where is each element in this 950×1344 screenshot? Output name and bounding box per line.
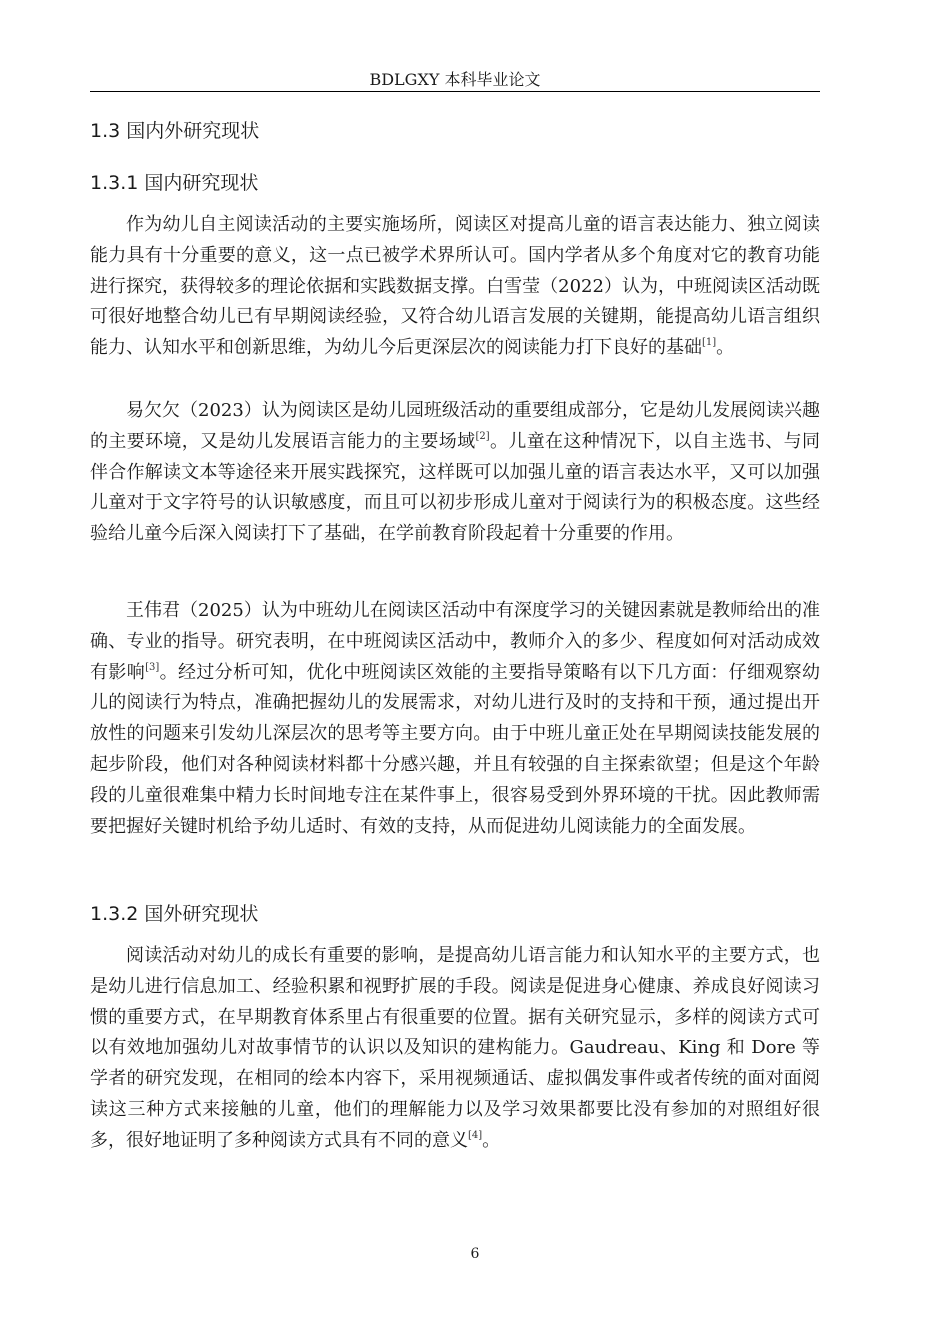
section-heading-1-3: 1.3 国内外研究现状	[90, 120, 260, 142]
citation-1: [1]	[702, 337, 717, 349]
paragraph-4-text: 阅读活动对幼儿的成长有重要的影响，是提高幼儿语言能力和认知水平的主要方式，也是幼儿进行信息加工、经验积累和视野扩展的手段。阅读是促进身心健康、养成良好阅读习惯的重要方式，在早期教育体系里占有很重要的位置。据有关研究显示，多样的阅读方式可以有效地加强幼儿对故事情节的认识以及知识的建构能力。Gaudreau、King 和 Dore 等学者的研究发现，在相同的绘本内容下，采用视频通话、虚拟偶发事件或者传统的面对面阅读这三种方式来接触的儿童，他们的理解能力以及学习效果都要比没有参加的对照组好很多，很好地证明了多种阅读方式具有不同的意义	[90, 945, 820, 1151]
section-heading-1-3-2: 1.3.2 国外研究现状	[90, 903, 259, 925]
paragraph-4	[90, 941, 820, 1157]
paragraph-1	[90, 210, 820, 364]
header-rule	[90, 91, 820, 92]
citation-3: [3]	[145, 661, 160, 673]
paragraph-3	[90, 596, 820, 842]
citation-2: [2]	[475, 430, 490, 442]
paragraph-4-tail: 。	[482, 1129, 501, 1151]
paragraph-3-tail: 。经过分析可知，优化中班阅读区效能的主要指导策略有以下几方面：仔细观察幼儿的阅读行为特点，准确把握幼儿的发展需求，对幼儿进行及时的支持和干预，通过提出开放性的问题来引发幼儿深层次的思考等主要方向。由于中班儿童正处在早期阅读技能发展的起步阶段，他们对各种阅读材料都十分感兴趣，并且有较强的自主探索欲望；但是这个年龄段的儿童很难集中精力长时间地专注在某件事上，很容易受到外界环境的干扰。因此教师需要把握好关键时机给予幼儿适时、有效的支持，从而促进幼儿阅读能力的全面发展。	[90, 661, 821, 837]
citation-4: [4]	[468, 1129, 483, 1141]
paragraph-2-text: 易欠欠（2023）认为阅读区是幼儿园班级活动的重要组成部分，它是幼儿发展阅读兴趣的主要环境，又是幼儿发展语言能力的主要场域	[90, 400, 820, 452]
running-header: BDLGXY 本科毕业论文	[369, 70, 541, 89]
page-number: 6	[470, 1246, 480, 1262]
paragraph-2	[90, 396, 820, 550]
paragraph-1-tail: 。	[716, 337, 735, 359]
paragraph-1-text: 作为幼儿自主阅读活动的主要实施场所，阅读区对提高儿童的语言表达能力、独立阅读能力具有十分重要的意义，这一点已被学术界所认可。国内学者从多个角度对它的教育功能进行探究，获得较多的理论依据和实践数据支撑。白雪莹（2022）认为，中班阅读区活动既可很好地整合幼儿已有早期阅读经验，又符合幼儿语言发展的关键期，能提高幼儿语言组织能力、认知水平和创新思维，为幼儿今后更深层次的阅读能力打下良好的基础	[90, 214, 820, 359]
section-heading-1-3-1: 1.3.1 国内研究现状	[90, 172, 259, 194]
paragraph-2-tail: 。儿童在这种情况下，以自主选书、与同伴合作解读文本等途径来开展实践探究，这样既可以加强儿童的语言表达水平，又可以加强儿童对于文字符号的认识敏感度，而且可以初步形成儿童对于阅读行为的积极态度。这些经验给儿童今后深入阅读打下了基础，在学前教育阶段起着十分重要的作用。	[90, 430, 821, 545]
paragraph-3-text: 王伟君（2025）认为中班幼儿在阅读区活动中有深度学习的关键因素就是教师给出的准确、专业的指导。研究表明，在中班阅读区活动中，教师介入的多少、程度如何对活动成效有影响	[90, 600, 820, 683]
